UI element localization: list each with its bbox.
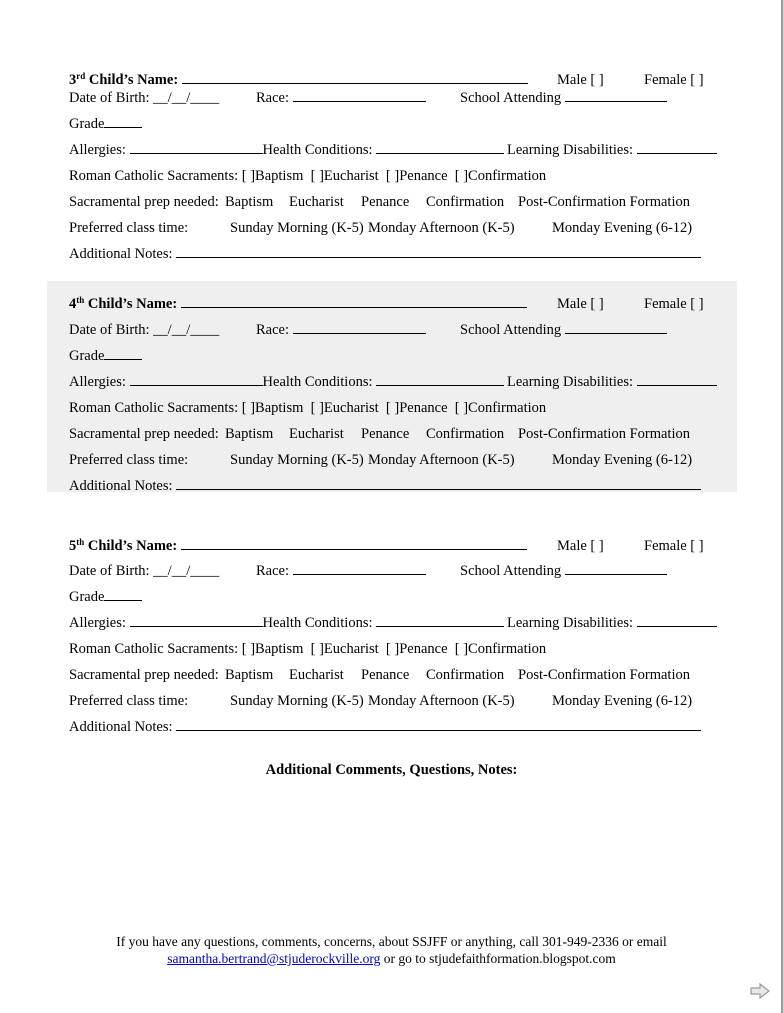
allergies-field[interactable] xyxy=(130,615,263,627)
child-ordinal: 4 xyxy=(69,296,77,312)
class-time-label: Preferred class time: xyxy=(69,220,189,236)
race-field[interactable] xyxy=(293,90,426,102)
notes-field[interactable] xyxy=(176,719,701,731)
child-name-label: Child’s Name: xyxy=(87,538,178,554)
prep-option-penance[interactable]: Penance xyxy=(361,667,410,683)
time-option-monday-afternoon[interactable]: Monday Afternoon (K-5) xyxy=(368,220,515,236)
comments-heading: Additional Comments, Questions, Notes: xyxy=(265,762,518,778)
prep-option-penance[interactable]: Penance xyxy=(361,194,410,210)
female-checkbox[interactable]: Female [ ] xyxy=(644,538,704,554)
ordinal-suffix: th xyxy=(76,537,85,547)
time-option-monday-evening[interactable]: Monday Evening (6-12) xyxy=(552,452,693,468)
health-label: Health Conditions: xyxy=(262,142,373,158)
next-page-arrow-icon[interactable] xyxy=(749,982,771,1000)
prep-label: Sacramental prep needed: xyxy=(69,667,219,683)
school-field[interactable] xyxy=(565,322,667,334)
allergies-field[interactable] xyxy=(130,374,263,386)
prep-option-confirmation[interactable]: Confirmation xyxy=(426,426,505,442)
class-time-label: Preferred class time: xyxy=(69,693,189,709)
name-row xyxy=(69,296,527,312)
child-name-label: Child’s Name: xyxy=(88,72,179,88)
school-label: School Attending xyxy=(460,563,562,579)
race-field[interactable] xyxy=(293,322,426,334)
time-option-monday-afternoon[interactable]: Monday Afternoon (K-5) xyxy=(368,693,515,709)
ordinal-suffix: th xyxy=(76,295,85,305)
sacraments-row[interactable]: Roman Catholic Sacraments: [ ]Baptism [ ]Eucharist [ ]Penance [ ]Confirmation xyxy=(69,400,547,416)
prep-option-eucharist[interactable]: Eucharist xyxy=(289,667,344,683)
dob-field[interactable]: Date of Birth: __/__/____ xyxy=(69,563,220,579)
school-field[interactable] xyxy=(565,563,667,575)
race-label: Race: xyxy=(256,90,290,106)
race-field[interactable] xyxy=(293,563,426,575)
prep-option-baptism[interactable]: Baptism xyxy=(225,667,274,683)
ordinal-suffix: rd xyxy=(76,71,86,81)
child-name-field[interactable] xyxy=(181,296,527,308)
health-field[interactable] xyxy=(376,374,504,386)
male-checkbox[interactable]: Male [ ] xyxy=(557,296,604,312)
time-option-monday-evening[interactable]: Monday Evening (6-12) xyxy=(552,220,693,236)
allergies-label: Allergies: xyxy=(69,142,126,158)
time-option-sunday[interactable]: Sunday Morning (K-5) xyxy=(230,693,364,709)
email-link[interactable]: samantha.bertrand@stjuderockville.org xyxy=(167,951,381,966)
race-label: Race: xyxy=(256,322,290,338)
prep-option-post-confirmation[interactable]: Post-Confirmation Formation xyxy=(518,667,690,683)
health-label: Health Conditions: xyxy=(262,374,373,390)
prep-option-baptism[interactable]: Baptism xyxy=(225,426,274,442)
notes-field[interactable] xyxy=(176,478,701,490)
school-field[interactable] xyxy=(565,90,667,102)
health-field[interactable] xyxy=(376,615,504,627)
prep-option-post-confirmation[interactable]: Post-Confirmation Formation xyxy=(518,426,690,442)
name-row xyxy=(69,72,528,88)
notes-field[interactable] xyxy=(176,246,701,258)
time-option-sunday[interactable]: Sunday Morning (K-5) xyxy=(230,220,364,236)
grade-field[interactable] xyxy=(104,116,142,128)
female-checkbox[interactable]: Female [ ] xyxy=(644,296,704,312)
female-checkbox[interactable]: Female [ ] xyxy=(644,72,704,88)
prep-option-penance[interactable]: Penance xyxy=(361,426,410,442)
health-label: Health Conditions: xyxy=(262,615,373,631)
child-ordinal: 5 xyxy=(69,538,77,554)
learning-field[interactable] xyxy=(637,142,717,154)
sacraments-row[interactable]: Roman Catholic Sacraments: [ ]Baptism [ ]Eucharist [ ]Penance [ ]Confirmation xyxy=(69,641,547,657)
school-label: School Attending xyxy=(460,322,562,338)
prep-option-confirmation[interactable]: Confirmation xyxy=(426,667,505,683)
child-ordinal: 3 xyxy=(69,72,77,88)
learning-label: Learning Disabilities: xyxy=(507,142,634,158)
child-name-field[interactable] xyxy=(181,538,527,550)
school-label: School Attending xyxy=(460,90,562,106)
prep-option-eucharist[interactable]: Eucharist xyxy=(289,426,344,442)
notes-label: Additional Notes: xyxy=(69,478,173,494)
time-option-sunday[interactable]: Sunday Morning (K-5) xyxy=(230,452,364,468)
notes-label: Additional Notes: xyxy=(69,719,173,735)
learning-label: Learning Disabilities: xyxy=(507,374,634,390)
notes-label: Additional Notes: xyxy=(69,246,173,262)
sacraments-row[interactable]: Roman Catholic Sacraments: [ ]Baptism [ ]Eucharist [ ]Penance [ ]Confirmation xyxy=(69,168,547,184)
allergies-label: Allergies: xyxy=(69,374,126,390)
footer-blog-text: or go to stjudefaithformation.blogspot.com xyxy=(380,951,616,966)
footer-line-1: If you have any questions, comments, concerns, about SSJFF or anything, call 301-949-2336 or email xyxy=(116,934,667,949)
child-name-label: Child’s Name: xyxy=(87,296,178,312)
prep-option-confirmation[interactable]: Confirmation xyxy=(426,194,505,210)
allergies-field[interactable] xyxy=(130,142,263,154)
race-label: Race: xyxy=(256,563,290,579)
male-checkbox[interactable]: Male [ ] xyxy=(557,72,604,88)
grade-label: Grade xyxy=(69,116,105,132)
class-time-label: Preferred class time: xyxy=(69,452,189,468)
time-option-monday-evening[interactable]: Monday Evening (6-12) xyxy=(552,693,693,709)
prep-label: Sacramental prep needed: xyxy=(69,426,219,442)
child-name-field[interactable] xyxy=(182,72,528,84)
male-checkbox[interactable]: Male [ ] xyxy=(557,538,604,554)
name-row xyxy=(69,538,527,554)
prep-option-baptism[interactable]: Baptism xyxy=(225,194,274,210)
prep-option-eucharist[interactable]: Eucharist xyxy=(289,194,344,210)
dob-field[interactable]: Date of Birth: __/__/____ xyxy=(69,322,220,338)
grade-label: Grade xyxy=(69,348,105,364)
learning-field[interactable] xyxy=(637,374,717,386)
grade-label: Grade xyxy=(69,589,105,605)
prep-option-post-confirmation[interactable]: Post-Confirmation Formation xyxy=(518,194,690,210)
learning-label: Learning Disabilities: xyxy=(507,615,634,631)
allergies-label: Allergies: xyxy=(69,615,126,631)
learning-field[interactable] xyxy=(637,615,717,627)
grade-field[interactable] xyxy=(104,348,142,360)
footer-line-2 xyxy=(0,950,783,967)
time-option-monday-afternoon[interactable]: Monday Afternoon (K-5) xyxy=(368,452,515,468)
prep-label: Sacramental prep needed: xyxy=(69,194,219,210)
health-field[interactable] xyxy=(376,142,504,154)
dob-field[interactable]: Date of Birth: __/__/____ xyxy=(69,90,220,106)
grade-field[interactable] xyxy=(104,589,142,601)
